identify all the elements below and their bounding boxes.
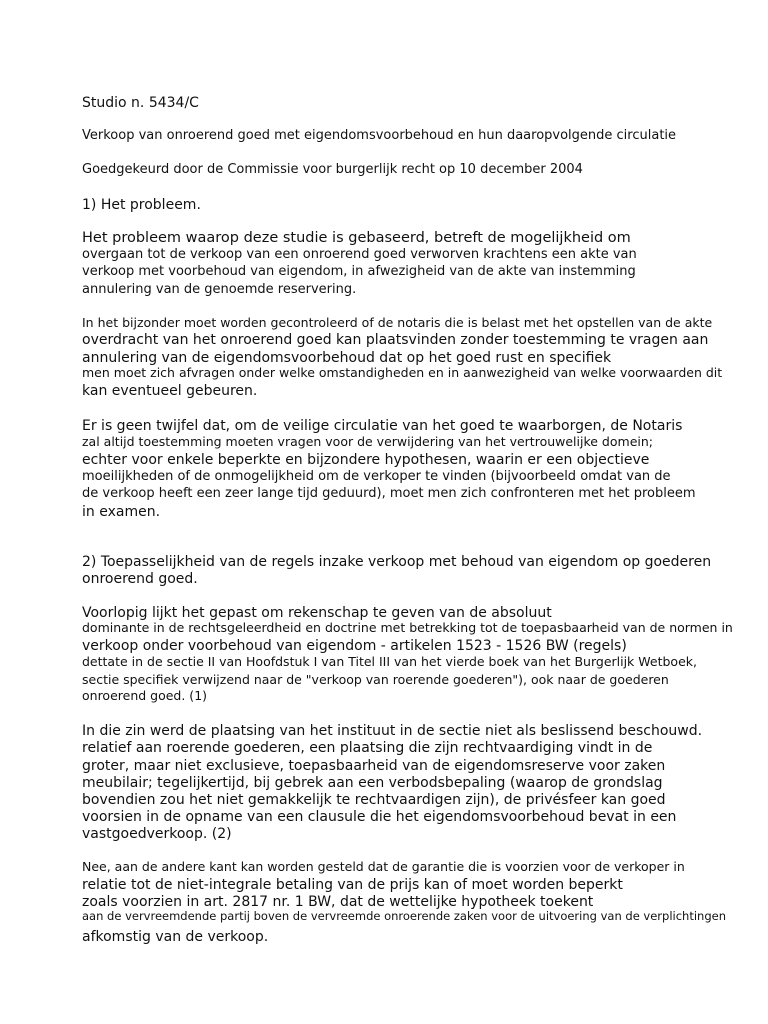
paragraph-line: kan eventueel gebeuren. [82, 383, 258, 399]
paragraph-line: sectie specifiek verwijzend naar de "verkoop van roerende goederen"), ook naar de goederen [82, 672, 669, 687]
approval-line: Goedgekeurd door de Commissie voor burgerlijk recht op 10 december 2004 [82, 162, 583, 177]
section2-heading-cont: onroerend goed. [82, 571, 198, 587]
document-title: Verkoop van onroerend goed met eigendomsvoorbehoud en hun daaropvolgende circulatie [82, 128, 677, 143]
paragraph-line: meubilair; tegelijkertijd, bij gebrek aan een verbodsbepaling (waarop de grondslag [82, 775, 663, 791]
paragraph-line: In die zin werd de plaatsing van het instituut in de sectie niet als beslissend beschouwd. [82, 723, 703, 739]
paragraph-line: dominante in de rechtsgeleerdheid en doctrine met betrekking tot de toepasbaarheid van de normen in [82, 620, 733, 635]
paragraph-line: verkoop onder voorbehoud van eigendom - artikelen 1523 - 1526 BW (regels) [82, 638, 627, 654]
paragraph-line: annulering van de eigendomsvoorbehoud dat op het goed rust en specifiek [82, 350, 612, 366]
paragraph-line: moeilijkheden of de onmogelijkheid om de verkoper te vinden (bijvoorbeeld omdat van de [82, 469, 671, 484]
paragraph-line: zal altijd toestemming moeten vragen voor de verwijdering van het vertrouwelijke domein; [82, 434, 653, 449]
paragraph-line: overgaan tot de verkoop van een onroerend goed verworven krachtens een akte van [82, 247, 637, 262]
paragraph-line: bovendien zou het niet gemakkelijk te rechtvaardigen zijn), de privésfeer kan goed [82, 792, 666, 808]
paragraph-line: relatief aan roerende goederen, een plaatsing die zijn rechtvaardiging vindt in de [82, 740, 653, 756]
paragraph-line: verkoop met voorbehoud van eigendom, in afwezigheid van de akte van instemming [82, 264, 636, 279]
paragraph-line: relatie tot de niet-integrale betaling van de prijs kan of moet worden beperkt [82, 877, 623, 893]
paragraph-line: men moet zich afvragen onder welke omstandigheden en in aanwezigheid van welke voorwaarden dit [82, 365, 723, 380]
section1-heading: 1) Het probleem. [82, 197, 201, 213]
paragraph-line: In het bijzonder moet worden gecontroleerd of de notaris die is belast met het opstellen van de akte [82, 315, 713, 330]
paragraph-line: groter, maar niet exclusieve, toepasbaarheid van de eigendomsreserve voor zaken [82, 758, 666, 774]
section2-heading: 2) Toepasselijkheid van de regels inzake verkoop met behoud van eigendom op goederen [82, 554, 712, 570]
paragraph-line: onroerend goed. (1) [82, 688, 208, 703]
paragraph-line: de verkoop heeft een zeer lange tijd geduurd), moet men zich confronteren met het probleem [82, 486, 696, 501]
paragraph-line: aan de vervreemdende partij boven de vervreemde onroerende zaken voor de uitvoering van de verplichtingen [82, 909, 726, 923]
paragraph-line: annulering van de genoemde reservering. [82, 282, 357, 297]
paragraph-line: Er is geen twijfel dat, om de veilige circulatie van het goed te waarborgen, de Notaris [82, 418, 683, 434]
study-number: Studio n. 5434/C [82, 95, 199, 111]
paragraph-line: Het probleem waarop deze studie is gebaseerd, betreft de mogelijkheid om [82, 230, 631, 246]
paragraph-line: Voorlopig lijkt het gepast om rekenschap te geven van de absoluut [82, 605, 552, 621]
paragraph-line: echter voor enkele beperkte en bijzondere hypothesen, waarin er een objectieve [82, 452, 650, 468]
paragraph-line: in examen. [82, 504, 161, 520]
paragraph-line: Nee, aan de andere kant kan worden gesteld dat de garantie die is voorzien voor de verkoper in [82, 859, 685, 874]
paragraph-line: voorsien in de opname van een clausule die het eigendomsvoorbehoud bevat in een [82, 809, 677, 825]
paragraph-line: zoals voorzien in art. 2817 nr. 1 BW, dat de wettelijke hypotheek toekent [82, 894, 594, 910]
paragraph-line: dettate in de sectie II van Hoofdstuk I van Titel III van het vierde boek van het Burgerlijk Wetboek, [82, 654, 697, 669]
paragraph-line: overdracht van het onroerend goed kan plaatsvinden zonder toestemming te vragen aan [82, 332, 709, 348]
paragraph-line: afkomstig van de verkoop. [82, 929, 269, 945]
paragraph-line: vastgoedverkoop. (2) [82, 826, 232, 842]
